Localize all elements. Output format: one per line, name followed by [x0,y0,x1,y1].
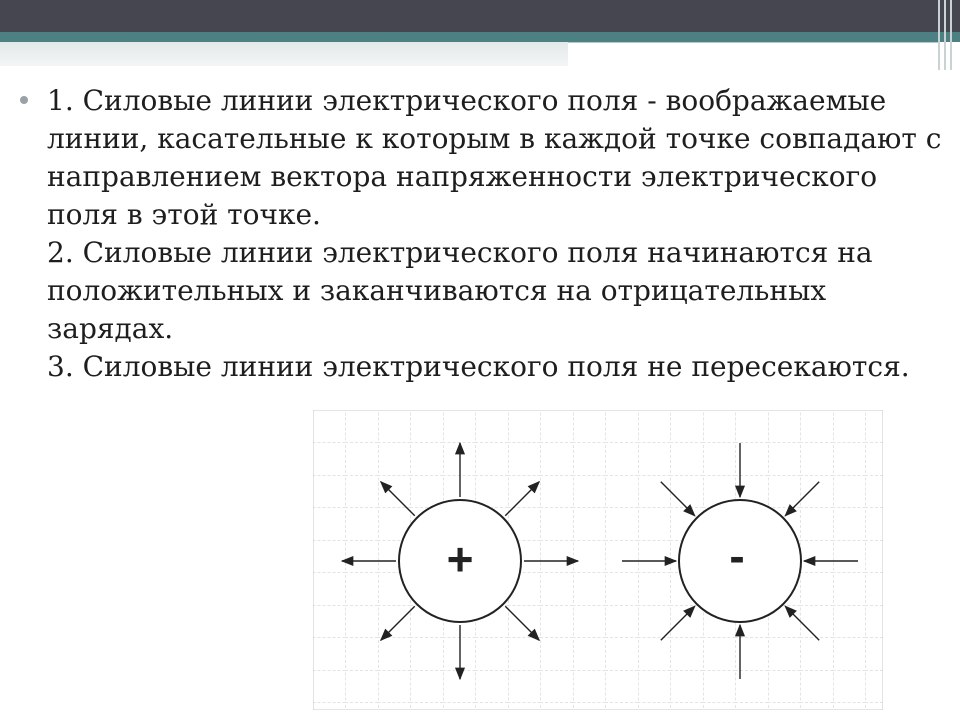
point-3: 3. Силовые линии электрического поля не пересекаются. [47,350,910,383]
bullet-icon [20,96,28,104]
decorative-strip [0,42,568,66]
accent-band [0,32,960,42]
point-2: 2. Силовые линии электрического поля начинаются на положительных и заканчиваются на отрицательных зарядах. [47,236,873,345]
decorative-vertical-lines [930,0,960,70]
positive-sign: + [446,533,474,585]
field-lines-diagram [313,410,883,710]
body-text [47,82,947,386]
negative-sign: - [729,530,745,582]
point-1: 1. Силовые линии электрического поля - воображаемые линии, касательные к которым в каждой точке совпадают с направлением вектора напряженности электрического поля в этой точке. [47,84,942,231]
title-bar [0,0,960,32]
decorative-line [568,42,938,43]
